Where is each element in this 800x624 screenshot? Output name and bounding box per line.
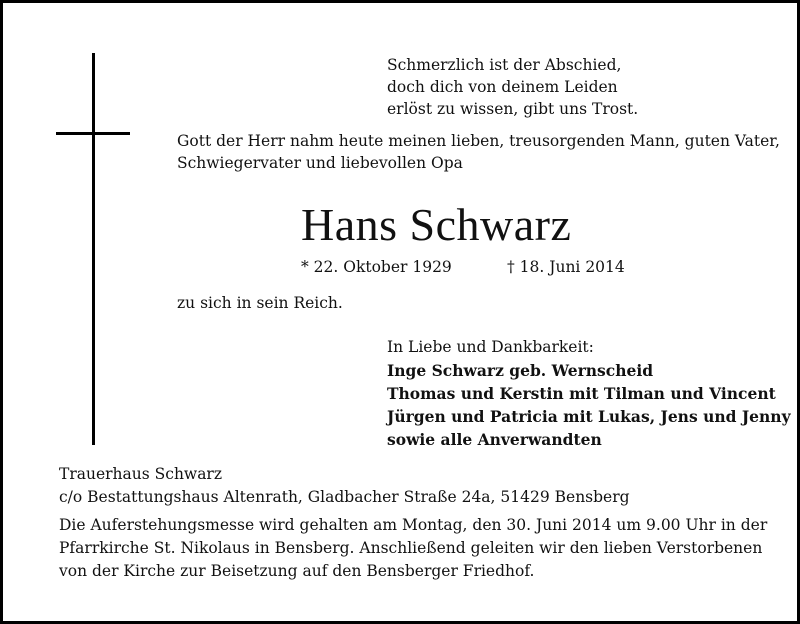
funeral-line: Die Auferstehungsmesse wird gehalten am Montag, den 30. Juni 2014 um 9.00 Uhr in der (59, 516, 768, 534)
closing-text: zu sich in sein Reich. (177, 294, 343, 312)
verse-line: doch dich von deinem Leiden (387, 78, 618, 96)
intro-line: Schwiegervater und liebevollen Opa (177, 154, 463, 172)
verse-line: erlöst zu wissen, gibt uns Trost. (387, 100, 639, 118)
intro-text (177, 130, 780, 174)
funeral-line: von der Kirche zur Beisetzung auf den Bensberger Friedhof. (59, 562, 535, 580)
address-block (59, 463, 630, 509)
funeral-notice (59, 514, 768, 583)
birth-date: * 22. Oktober 1929 (301, 258, 452, 276)
death-date: † 18. Juni 2014 (507, 258, 625, 276)
mourners-list (387, 360, 791, 452)
verse-line: Schmerzlich ist der Abschied, (387, 56, 622, 74)
mourner-name: Thomas und Kerstin mit Tilman und Vincent (387, 384, 776, 403)
deceased-name: Hans Schwarz (301, 199, 572, 250)
cross-icon-bar (56, 132, 130, 135)
mourners-heading: In Liebe und Dankbarkeit: (387, 338, 594, 356)
intro-line: Gott der Herr nahm heute meinen lieben, treusorgenden Mann, guten Vater, (177, 132, 780, 150)
funeral-line: Pfarrkirche St. Nikolaus in Bensberg. Anschließend geleiten wir den lieben Verstorbenen (59, 539, 763, 557)
verse (387, 54, 638, 120)
cross-icon (92, 53, 95, 445)
address-line: c/o Bestattungshaus Altenrath, Gladbacher Straße 24a, 51429 Bensberg (59, 488, 630, 506)
mourner-name: Inge Schwarz geb. Wernscheid (387, 361, 654, 380)
mourner-name: sowie alle Anverwandten (387, 430, 602, 449)
address-line: Trauerhaus Schwarz (59, 465, 223, 483)
mourner-name: Jürgen und Patricia mit Lukas, Jens und Jenny (387, 407, 791, 426)
